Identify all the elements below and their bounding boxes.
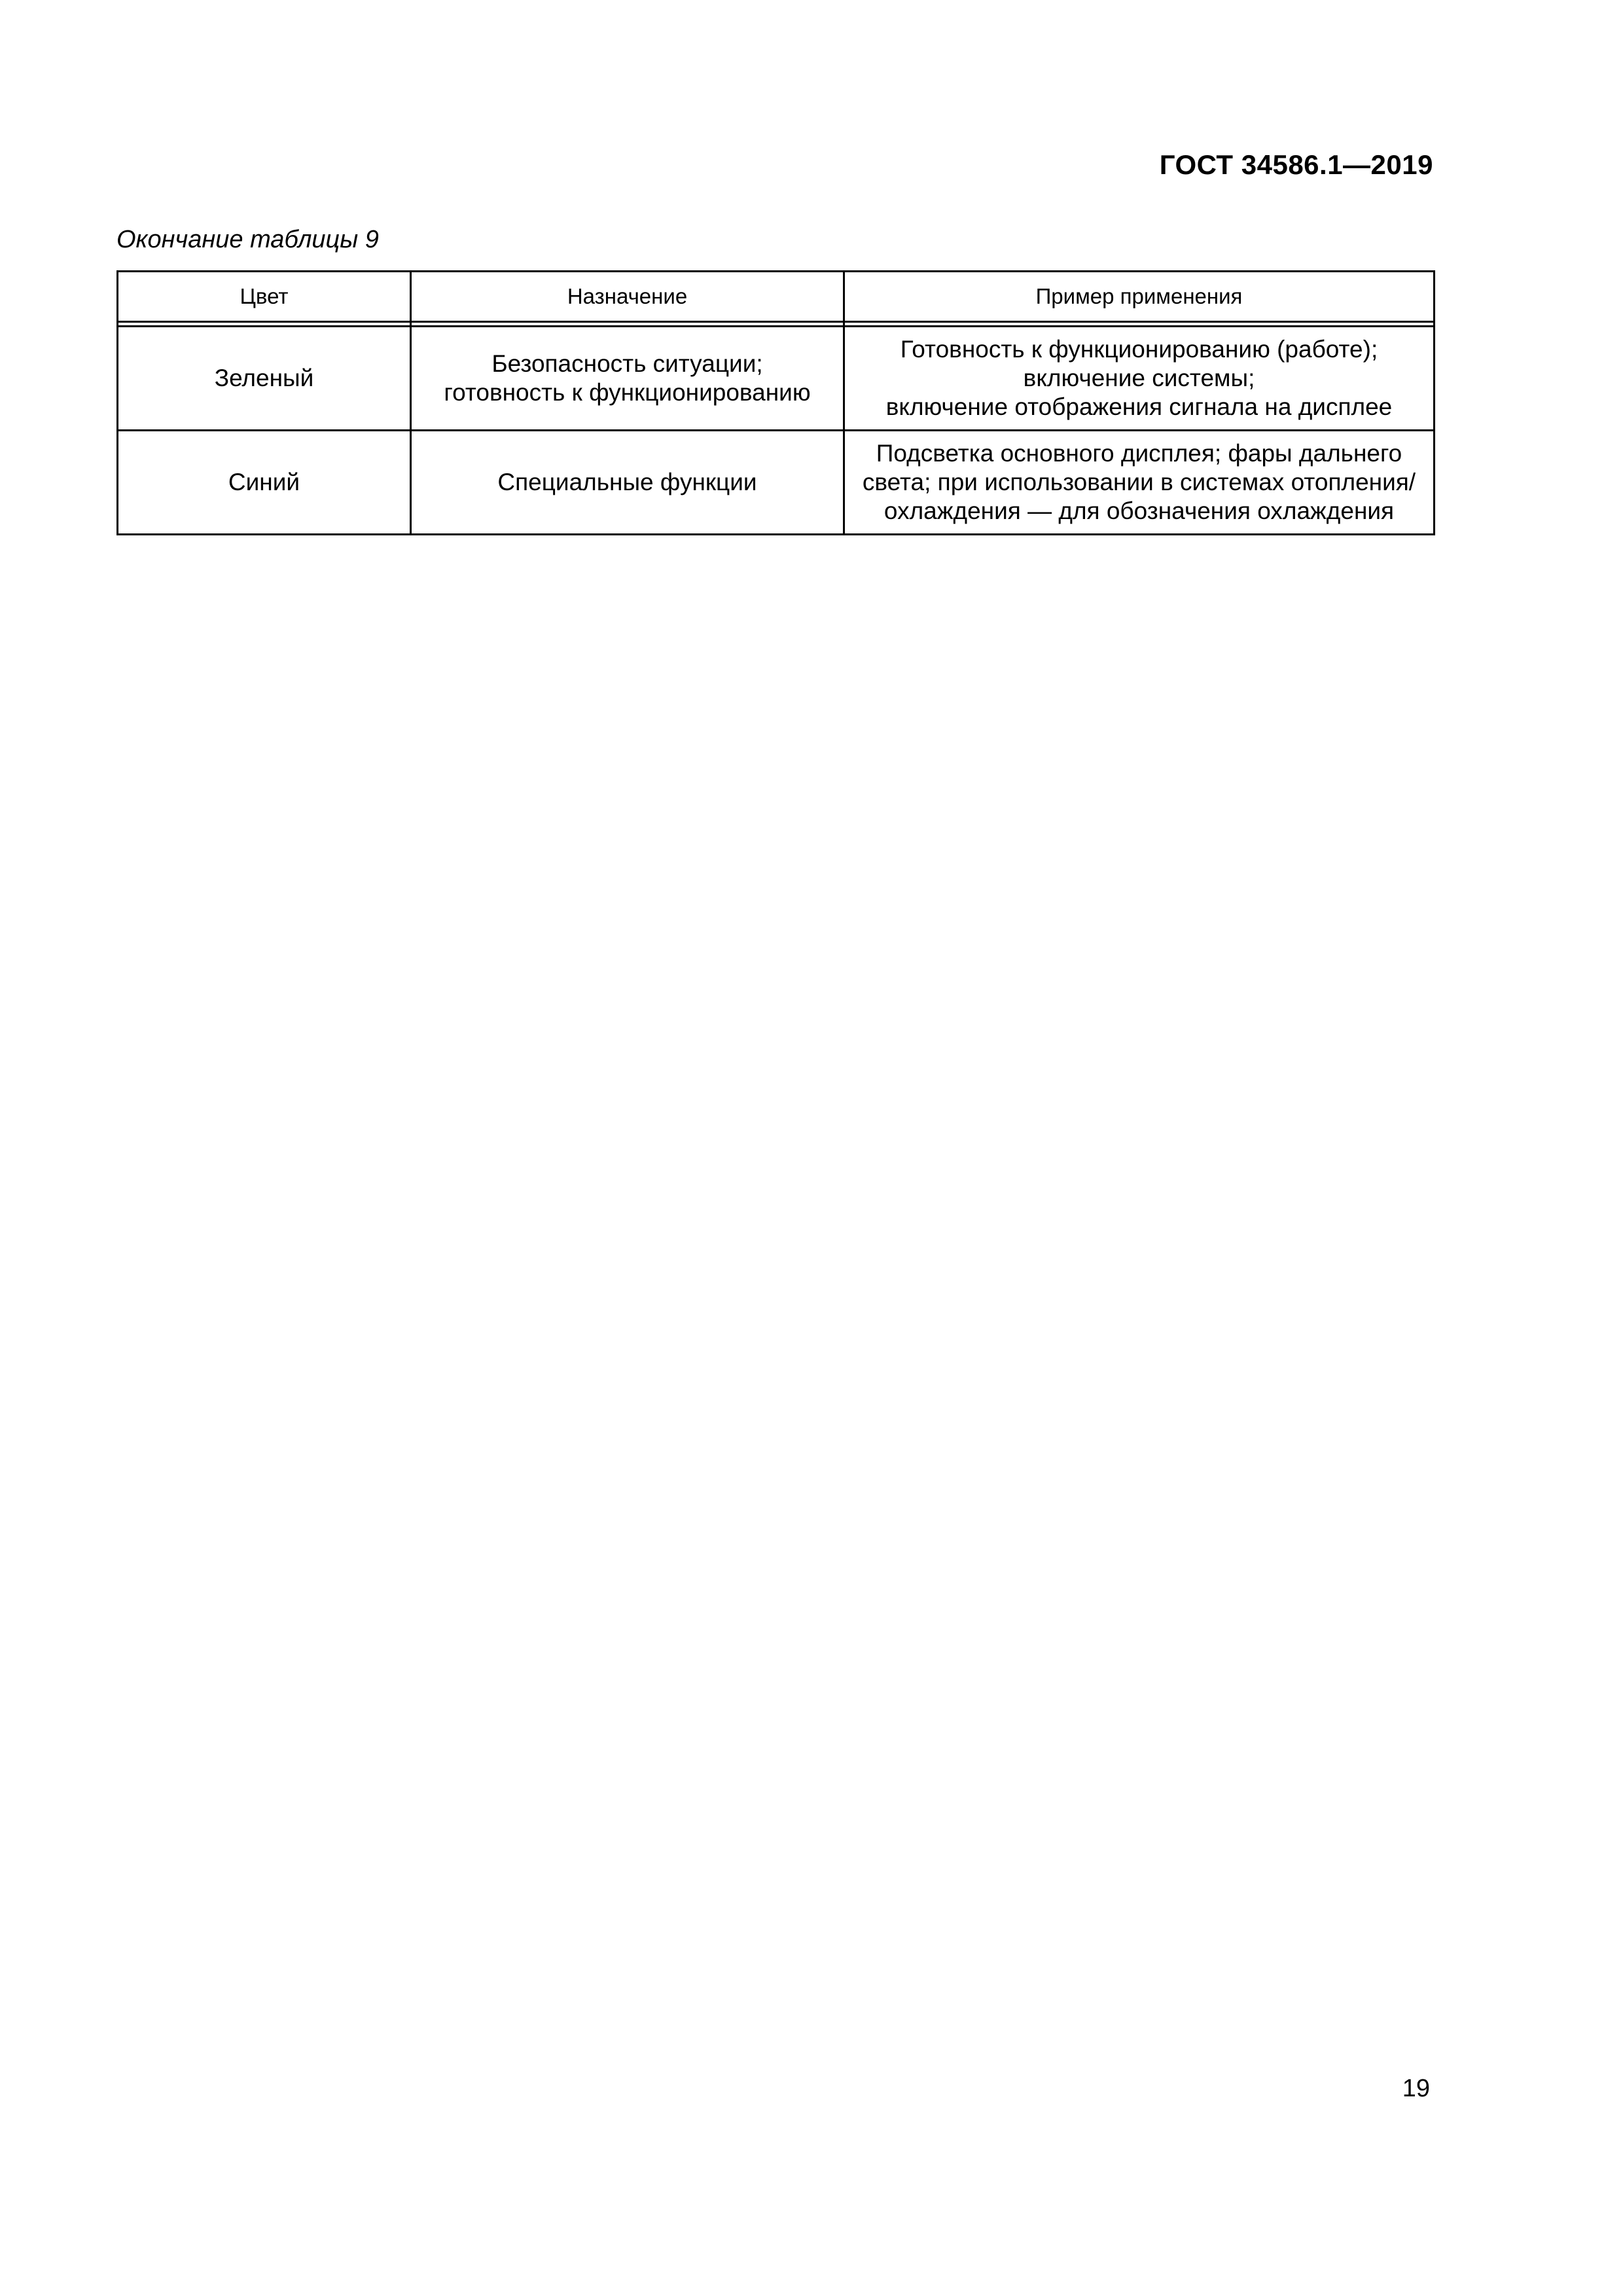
cell-color: Зеленый [118, 327, 411, 431]
cell-line: Безопасность ситуации; [491, 350, 763, 377]
cell-line: включение отображения сигнала на дисплее [885, 393, 1393, 420]
cell-line: света; при использовании в системах отопления/ [862, 469, 1416, 495]
table-row [118, 431, 1435, 535]
table-row [118, 327, 1435, 431]
table-caption: Окончание таблицы 9 [116, 226, 379, 253]
cell-line: Специальные функции [497, 469, 757, 495]
cell-line: Подсветка основного дисплея; фары дальнего [876, 440, 1402, 467]
table-header-row [118, 272, 1435, 322]
header-separator [118, 322, 1435, 327]
column-header-purpose: Назначение [411, 272, 844, 322]
cell-purpose [411, 431, 844, 535]
cell-line: Готовность к функционированию (работе); [900, 336, 1378, 363]
cell-color: Синий [118, 431, 411, 535]
document-code: ГОСТ 34586.1—2019 [1159, 149, 1433, 180]
cell-example [844, 431, 1435, 535]
cell-example [844, 327, 1435, 431]
colors-table [116, 270, 1435, 535]
page-number: 19 [1402, 2075, 1430, 2102]
cell-purpose [411, 327, 844, 431]
column-header-color: Цвет [118, 272, 411, 322]
cell-line: готовность к функционированию [444, 379, 811, 406]
column-header-example: Пример применения [844, 272, 1435, 322]
cell-line: охлаждения — для обозначения охлаждения [883, 497, 1395, 524]
cell-line: включение системы; [1023, 365, 1255, 391]
